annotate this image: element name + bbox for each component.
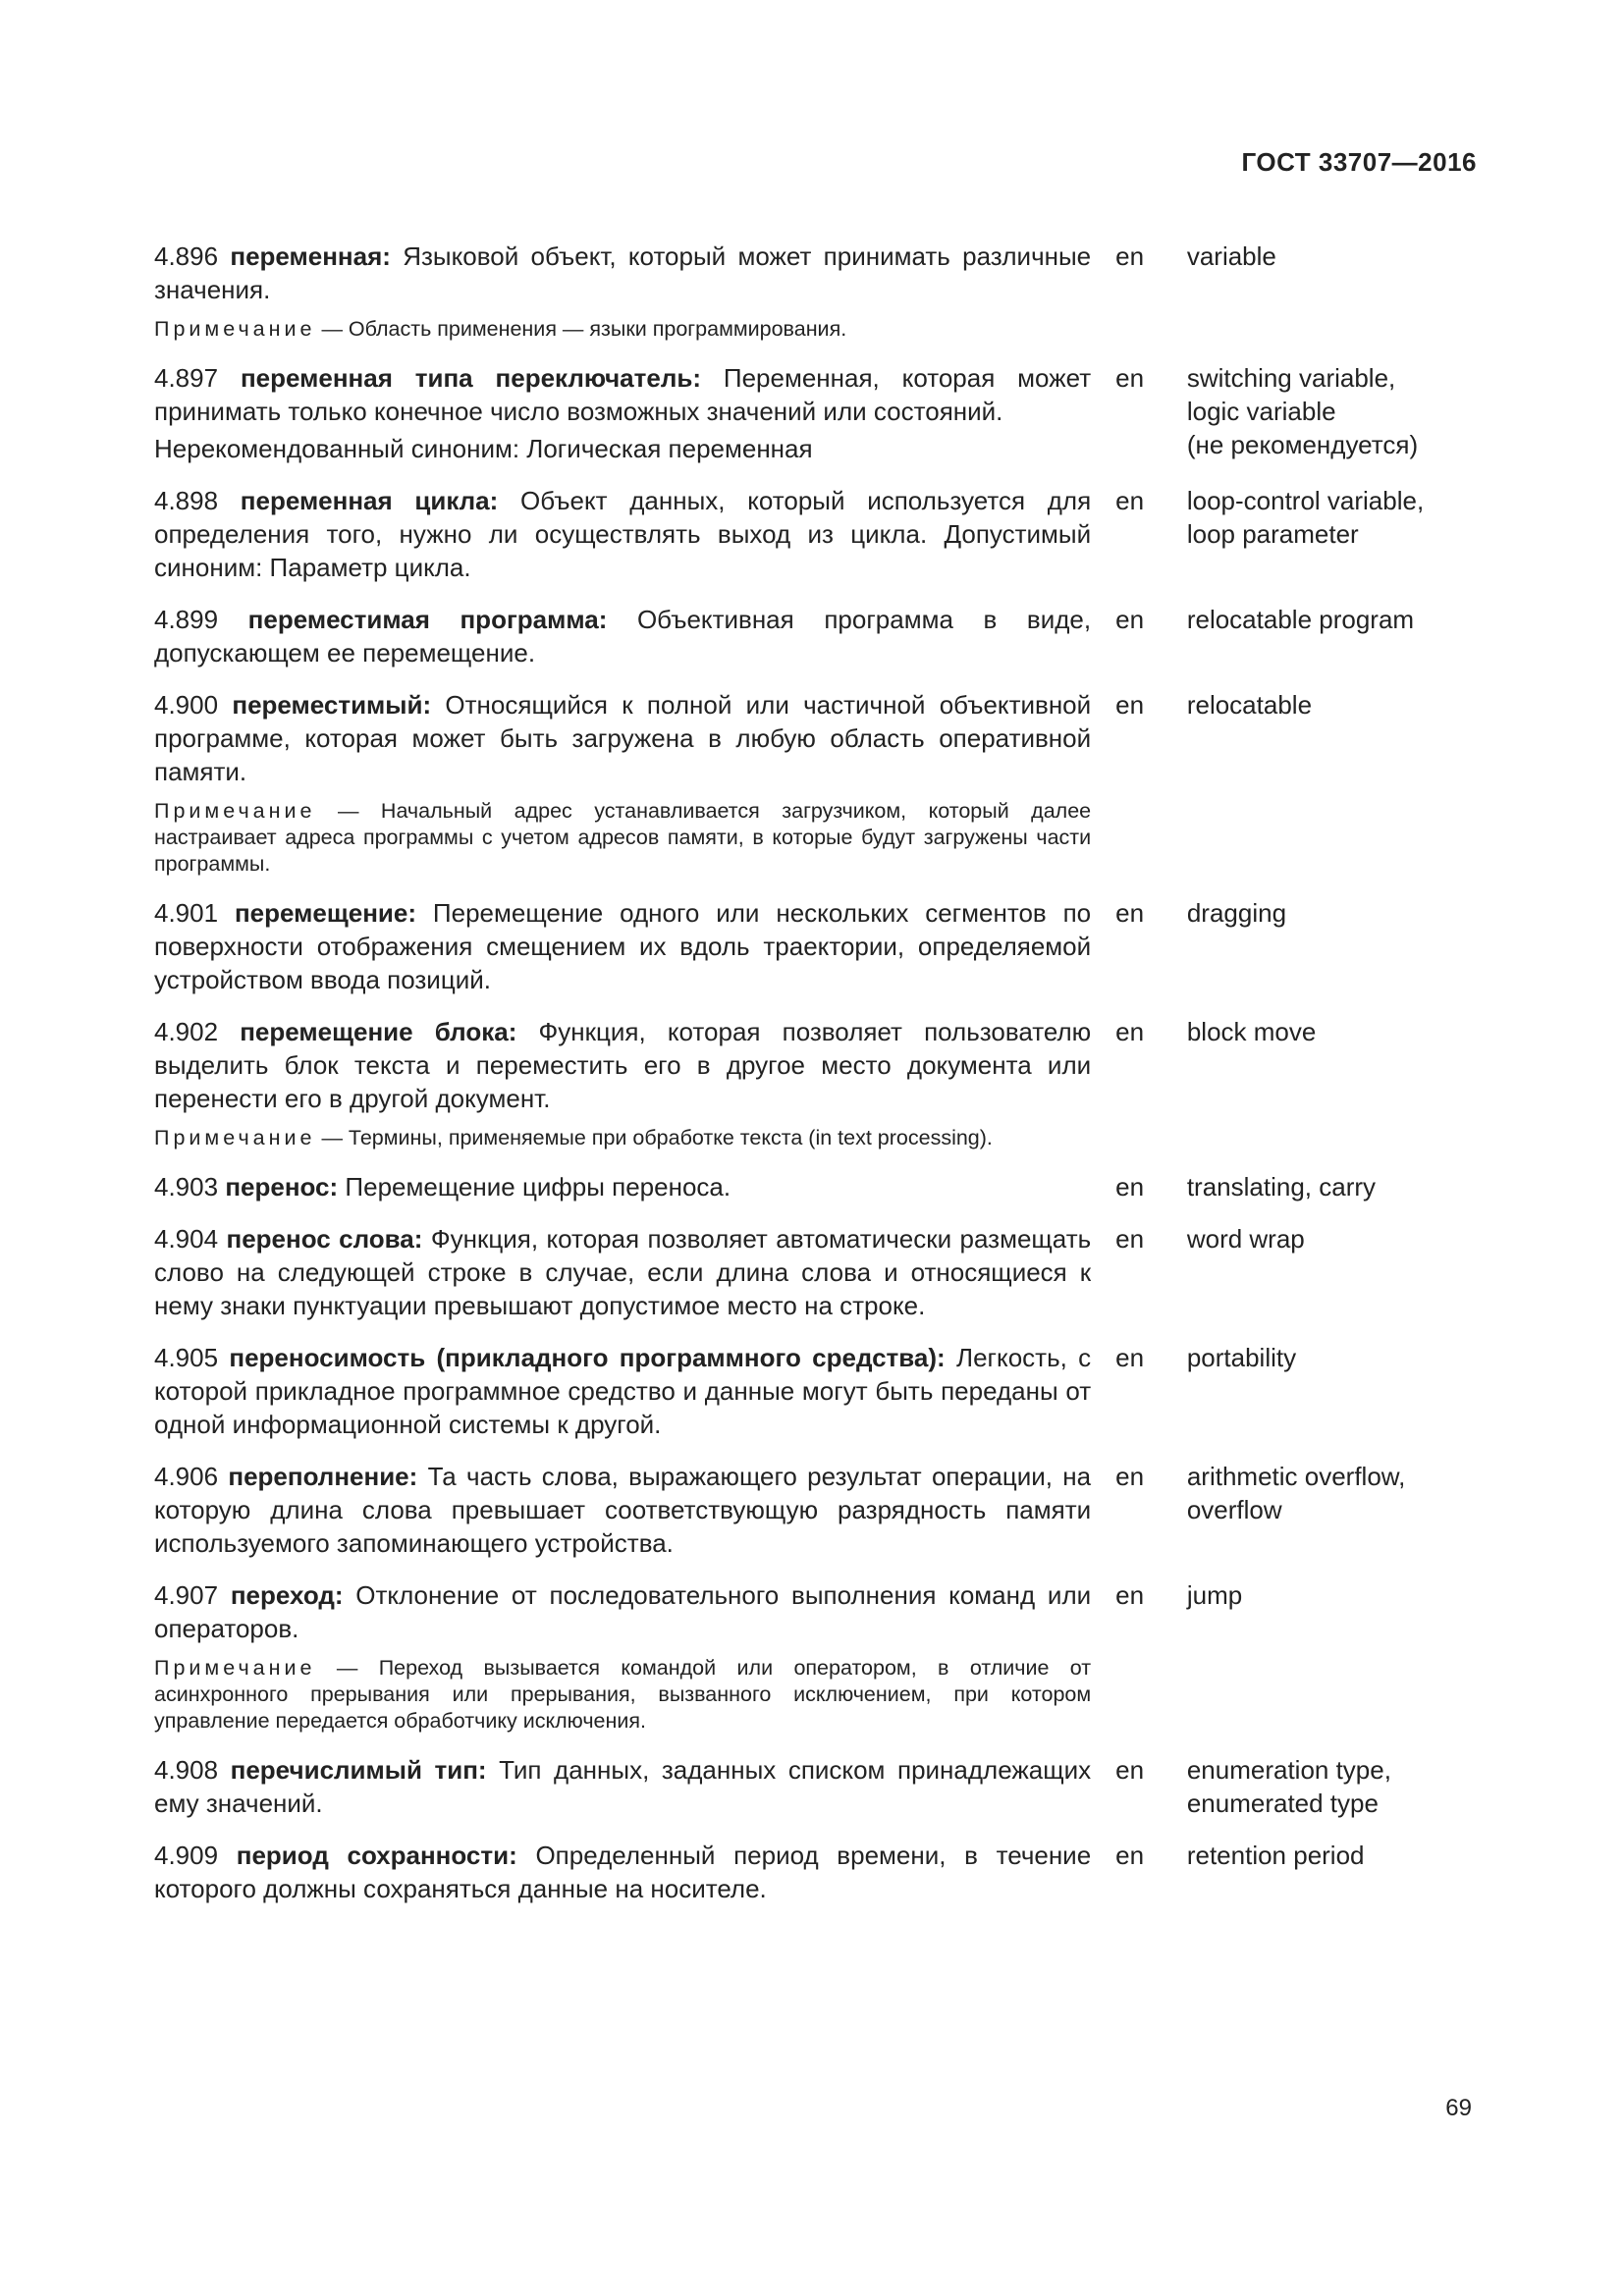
term-name: переносимость (прикладного программного средства): bbox=[229, 1343, 946, 1372]
term-name: переместимая программа: bbox=[247, 605, 608, 634]
definition-text: Относящийся к полной или частичной объективной программе, которая может быть загружена в любую область оперативной памяти. bbox=[154, 690, 1092, 786]
note-label: Примечание bbox=[154, 799, 316, 823]
term-note bbox=[154, 1125, 1091, 1151]
term-number: 4.907 bbox=[154, 1580, 219, 1610]
english-term-line: arithmetic overflow, bbox=[1186, 1462, 1406, 1491]
term-definition-column bbox=[154, 1015, 1091, 1151]
note-label: Примечание bbox=[154, 317, 316, 341]
term-definition bbox=[154, 1222, 1091, 1322]
term-definition bbox=[154, 688, 1091, 788]
english-term-line: dragging bbox=[1186, 898, 1287, 928]
english-term-line: loop-control variable, bbox=[1186, 486, 1425, 515]
term-number: 4.908 bbox=[154, 1755, 219, 1785]
english-term-line: jump bbox=[1186, 1580, 1243, 1610]
term-name: переход: bbox=[230, 1580, 344, 1610]
english-term-line: word wrap bbox=[1186, 1224, 1305, 1254]
term-definition-column bbox=[154, 1170, 1091, 1203]
term-definition-column bbox=[154, 1222, 1091, 1322]
term-number: 4.899 bbox=[154, 605, 219, 634]
term-name: переменная типа переключатель: bbox=[240, 363, 701, 393]
term-definition bbox=[154, 1015, 1091, 1115]
term-entry bbox=[154, 1341, 1480, 1441]
term-number: 4.902 bbox=[154, 1017, 219, 1046]
definition-text: Объект данных, который используется для определения того, нужно ли осуществлять выход из цикла. Допустимый синоним: Параметр цикла. bbox=[154, 486, 1092, 582]
term-definition bbox=[154, 240, 1091, 306]
language-code: en bbox=[1115, 1580, 1145, 1610]
definition-text: Определенный период времени, в течение которого должны сохраняться данные на носителе. bbox=[154, 1841, 1092, 1903]
term-definition bbox=[154, 484, 1091, 584]
language-code: en bbox=[1115, 1462, 1145, 1491]
language-code: en bbox=[1115, 1841, 1145, 1870]
term-entry bbox=[154, 484, 1480, 584]
note-text: — Термины, применяемые при обработке текста (in text processing). bbox=[321, 1126, 993, 1149]
term-entries bbox=[154, 240, 1480, 1924]
note-label: Примечание bbox=[154, 1656, 316, 1680]
term-number: 4.906 bbox=[154, 1462, 219, 1491]
definition-text: Та часть слова, выражающего результат операции, на которую длина слова превышает соответствующую разрядность памяти используемого запоминающего устройства. bbox=[154, 1462, 1092, 1558]
english-equivalent bbox=[1187, 484, 1480, 584]
term-definition-column bbox=[154, 1460, 1091, 1560]
term-entry bbox=[154, 240, 1480, 343]
definition-text: Перемещение цифры переноса. bbox=[345, 1172, 731, 1201]
term-number: 4.905 bbox=[154, 1343, 219, 1372]
term-note bbox=[154, 798, 1091, 878]
term-definition bbox=[154, 896, 1091, 996]
english-term-line: logic variable bbox=[1186, 397, 1336, 426]
term-name: переменная: bbox=[230, 241, 391, 271]
english-equivalent bbox=[1187, 1170, 1480, 1203]
english-equivalent bbox=[1187, 896, 1480, 996]
term-definition bbox=[154, 1839, 1091, 1905]
non-recommended-synonym: Нерекомендованный синоним: Логическая переменная bbox=[154, 434, 813, 463]
definition-text: Перемещение одного или нескольких сегментов по поверхности отображения смещением их вдоль траектории, определяемой устройством ввода позиций. bbox=[154, 898, 1092, 994]
language-code: en bbox=[1115, 1172, 1145, 1201]
term-entry bbox=[154, 1015, 1480, 1151]
language-code: en bbox=[1115, 241, 1145, 271]
term-definition bbox=[154, 1170, 1091, 1203]
english-equivalent bbox=[1187, 361, 1480, 465]
english-term-line: enumerated type bbox=[1186, 1789, 1379, 1818]
term-number: 4.897 bbox=[154, 363, 219, 393]
term-definition bbox=[154, 1753, 1091, 1820]
term-note bbox=[154, 316, 1091, 343]
english-term-line: relocatable bbox=[1186, 690, 1313, 720]
definition-text: Функция, которая позволяет автоматически размещать слово на следующей строке в случае, если длина слова и относящиеся к нему знаки пунктуации превышают допустимое место на строке. bbox=[154, 1224, 1092, 1320]
standard-designation: ГОСТ 33707—2016 bbox=[1241, 147, 1477, 177]
term-entry bbox=[154, 1460, 1480, 1560]
language-code: en bbox=[1115, 1224, 1145, 1254]
english-equivalent bbox=[1187, 1753, 1480, 1820]
term-definition-column bbox=[154, 688, 1091, 878]
term-entry bbox=[154, 1222, 1480, 1322]
english-term-line: portability bbox=[1186, 1343, 1297, 1372]
term-definition-column bbox=[154, 484, 1091, 584]
english-term-line: loop parameter bbox=[1186, 519, 1359, 549]
definition-text: Тип данных, заданных списком принадлежащих ему значений. bbox=[154, 1755, 1092, 1818]
english-term-line: variable bbox=[1186, 241, 1276, 271]
term-entry bbox=[154, 1753, 1480, 1820]
term-definition-column bbox=[154, 1578, 1091, 1735]
definition-text: Переменная, которая может принимать только конечное число возможных значений или состояний. bbox=[154, 363, 1092, 426]
term-definition-column bbox=[154, 240, 1091, 343]
term-name: переместимый: bbox=[232, 690, 432, 720]
language-code: en bbox=[1115, 1343, 1145, 1372]
term-name: перенос: bbox=[225, 1172, 339, 1201]
english-term-line: translating, carry bbox=[1186, 1172, 1377, 1201]
term-name: перемещение: bbox=[234, 898, 417, 928]
english-term-line: switching variable, bbox=[1186, 363, 1396, 393]
definition-text: Отклонение от последовательного выполнения команд или операторов. bbox=[154, 1580, 1092, 1643]
term-number: 4.901 bbox=[154, 898, 219, 928]
term-entry bbox=[154, 603, 1480, 669]
english-term-line: block move bbox=[1186, 1017, 1317, 1046]
language-code: en bbox=[1115, 605, 1145, 634]
term-name: перечислимый тип: bbox=[230, 1755, 487, 1785]
term-name: перенос слова: bbox=[226, 1224, 423, 1254]
term-definition bbox=[154, 361, 1091, 428]
note-label: Примечание bbox=[154, 1126, 316, 1149]
definition-text: Объективная программа в виде, допускающем ее перемещение. bbox=[154, 605, 1092, 667]
term-note bbox=[154, 1655, 1091, 1735]
language-code: en bbox=[1115, 363, 1145, 393]
term-definition-column bbox=[154, 1753, 1091, 1820]
term-definition-column bbox=[154, 1839, 1091, 1905]
term-entry bbox=[154, 1578, 1480, 1735]
term-number: 4.904 bbox=[154, 1224, 219, 1254]
term-name: перемещение блока: bbox=[240, 1017, 517, 1046]
english-equivalent bbox=[1187, 240, 1480, 343]
language-code: en bbox=[1115, 1755, 1145, 1785]
term-number: 4.900 bbox=[154, 690, 219, 720]
english-equivalent bbox=[1187, 688, 1480, 878]
term-definition bbox=[154, 603, 1091, 669]
english-equivalent bbox=[1187, 1460, 1480, 1560]
term-name: переменная цикла: bbox=[240, 486, 499, 515]
english-term-line: (не рекомендуется) bbox=[1186, 430, 1419, 459]
english-equivalent bbox=[1187, 1839, 1480, 1905]
term-definition-column bbox=[154, 896, 1091, 996]
english-term-line: overflow bbox=[1186, 1495, 1282, 1524]
english-equivalent bbox=[1187, 1222, 1480, 1322]
language-code: en bbox=[1115, 690, 1145, 720]
term-number: 4.896 bbox=[154, 241, 219, 271]
term-number: 4.898 bbox=[154, 486, 219, 515]
english-term-line: enumeration type, bbox=[1186, 1755, 1391, 1785]
language-code: en bbox=[1115, 486, 1145, 515]
term-definition bbox=[154, 1578, 1091, 1645]
term-entry bbox=[154, 1839, 1480, 1905]
term-definition-column bbox=[154, 603, 1091, 669]
term-name: переполнение: bbox=[228, 1462, 418, 1491]
term-number: 4.903 bbox=[154, 1172, 219, 1201]
english-equivalent bbox=[1187, 1341, 1480, 1441]
term-entry bbox=[154, 896, 1480, 996]
term-entry bbox=[154, 1170, 1480, 1203]
english-equivalent bbox=[1187, 1578, 1480, 1735]
language-code: en bbox=[1115, 898, 1145, 928]
term-number: 4.909 bbox=[154, 1841, 219, 1870]
definition-text: Функция, которая позволяет пользователю выделить блок текста и переместить его в другое место документа или перенести его в другой документ. bbox=[154, 1017, 1092, 1113]
definition-text: Легкость, с которой прикладное программное средство и данные могут быть переданы от одной информационной системы к другой. bbox=[154, 1343, 1092, 1439]
note-text: — Начальный адрес устанавливается загрузчиком, который далее настраивает адреса программы с учетом адресов памяти, в которые будут загружены части программы. bbox=[154, 799, 1092, 876]
note-text: — Область применения — языки программирования. bbox=[321, 317, 847, 341]
english-equivalent bbox=[1187, 1015, 1480, 1151]
term-definition-column bbox=[154, 1341, 1091, 1441]
term-entry bbox=[154, 361, 1480, 465]
term-definition-column bbox=[154, 361, 1091, 465]
english-term-line: relocatable program bbox=[1186, 605, 1415, 634]
term-name: период сохранности: bbox=[236, 1841, 517, 1870]
language-code: en bbox=[1115, 1017, 1145, 1046]
english-equivalent bbox=[1187, 603, 1480, 669]
term-definition bbox=[154, 1460, 1091, 1560]
term-definition bbox=[154, 1341, 1091, 1441]
page-number: 69 bbox=[1445, 2095, 1472, 2121]
term-entry bbox=[154, 688, 1480, 878]
english-term-line: retention period bbox=[1186, 1841, 1365, 1870]
note-text: — Переход вызывается командой или оператором, в отличие от асинхронного прерывания или прерывания, вызванного исключением, при котором управление передается обработчику исключения. bbox=[154, 1656, 1092, 1733]
definition-text: Языковой объект, который может принимать различные значения. bbox=[154, 241, 1092, 304]
